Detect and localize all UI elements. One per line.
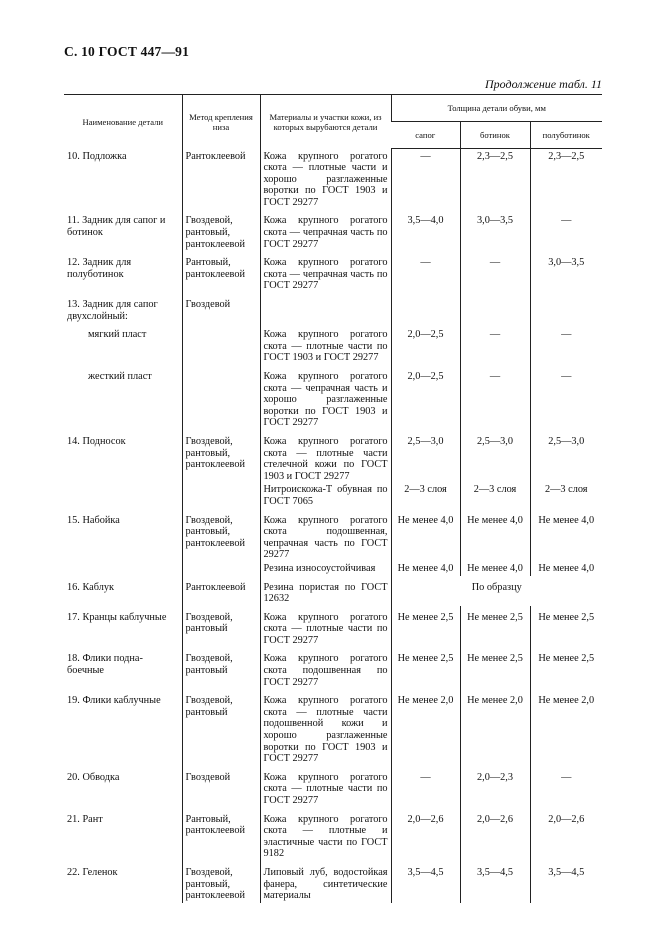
part-name-cell: 14. Подносок [67, 435, 126, 447]
method-cell: Рантовый, рантоклеевой [182, 251, 260, 293]
header-halfboots: полуботинок [530, 122, 602, 149]
material-cell: Кожа крупного рогатого скота — чепрачная часть по ГОСТ 29277 [260, 251, 391, 293]
thickness-shoes-cell: 2,5—3,0 [460, 430, 530, 483]
method-cell: Рантоклеевой [182, 149, 260, 210]
table-row [64, 209, 602, 251]
part-name-cell: 22. Геленок [67, 866, 118, 878]
thickness-shoes-cell: 3,0—3,5 [460, 209, 530, 251]
thickness-halfboots-cell: — [530, 209, 602, 251]
table-row [64, 766, 602, 808]
material-cell: Резина износоустойчивая [260, 562, 391, 576]
thickness-shoes-cell: — [460, 251, 530, 293]
part-name-cell [64, 562, 182, 576]
table-row [64, 808, 602, 861]
material-cell: Кожа крупного рогатого скота — плотные части стелечной кожи по ГОСТ 1903 и ГОСТ 29277 [260, 430, 391, 483]
thickness-halfboots-cell [530, 293, 602, 323]
method-cell [182, 365, 260, 430]
method-cell: Гвоздевой, рантовый [182, 689, 260, 766]
thickness-shoes-cell: — [460, 323, 530, 365]
thickness-span-cell: По образцу [391, 576, 602, 606]
method-cell: Гвоздевой, рантовый, рантоклеевой [182, 861, 260, 903]
part-name-cell: 17. Кранцы каблучные [67, 611, 167, 623]
method-cell [182, 323, 260, 365]
table-row [64, 647, 602, 689]
thickness-shoes-cell: Не менее 4,0 [460, 562, 530, 576]
material-cell: Кожа крупного рогатого скота подошвенная, чепрачная часть по ГОСТ 29277 [260, 509, 391, 562]
part-name-cell: 10. Подложка [67, 150, 127, 162]
thickness-halfboots-cell: Не менее 2,0 [530, 689, 602, 766]
method-cell: Рантоклеевой [182, 576, 260, 606]
part-name-cell: 11. Задник для сапог и ботинок [67, 215, 166, 239]
table-row [64, 689, 602, 766]
table-row [64, 149, 602, 210]
thickness-halfboots-cell: Не менее 4,0 [530, 562, 602, 576]
thickness-halfboots-cell: 3,0—3,5 [530, 251, 602, 293]
material-cell: Кожа крупного рогатого скота — плотные части и хорошо разглаженные воротки по ГОСТ 1903 и ГОСТ 29277 [260, 149, 391, 210]
part-name-cell: 13. Задник для сапог двухслойный: [67, 299, 158, 322]
thickness-boots-cell: 2,0—2,6 [391, 808, 460, 861]
header-method: Метод крепления низа [182, 95, 260, 149]
material-cell [260, 293, 391, 323]
table-row [64, 323, 602, 365]
header-part-name: Наименование детали [64, 95, 182, 149]
thickness-boots-cell: Не менее 2,0 [391, 689, 460, 766]
thickness-halfboots-cell: 2—3 слоя [530, 483, 602, 508]
part-name-cell: 18. Флики подна-боечные [67, 653, 143, 677]
thickness-boots-cell: 2,0—2,5 [391, 323, 460, 365]
material-cell: Кожа крупного рогатого скота — чепрачная часть по ГОСТ 29277 [260, 209, 391, 251]
table-row [64, 293, 602, 323]
thickness-halfboots-cell: 3,5—4,5 [530, 861, 602, 903]
thickness-boots-cell: Не менее 2,5 [391, 606, 460, 648]
method-cell: Гвоздевой, рантовый [182, 606, 260, 648]
thickness-boots-cell: Не менее 4,0 [391, 509, 460, 562]
thickness-boots-cell: 2,0—2,5 [391, 365, 460, 430]
header-thickness: Толщина детали обуви, мм [391, 95, 602, 122]
header-material: Материалы и участки кожи, из которых вырубаются детали [260, 95, 391, 149]
table-row [64, 509, 602, 562]
part-name-cell: 15. Набойка [67, 514, 120, 526]
continuation-label: Продолжение табл. 11 [484, 77, 602, 91]
thickness-boots-cell: 2—3 слоя [391, 483, 460, 508]
part-name-cell: жесткий пласт [88, 371, 152, 382]
thickness-shoes-cell: 2,0—2,3 [460, 766, 530, 808]
material-cell: Липовый луб, водостойкая фанера, синтетические материалы [260, 861, 391, 903]
thickness-halfboots-cell: Не менее 4,0 [530, 509, 602, 562]
method-cell: Гвоздевой, рантовый [182, 647, 260, 689]
table-row [64, 365, 602, 430]
material-cell: Кожа крупного рогатого скота — плотные части по ГОСТ 1903 и ГОСТ 29277 [260, 323, 391, 365]
thickness-shoes-cell: 2,3—2,5 [460, 149, 530, 210]
thickness-boots-cell: 3,5—4,5 [391, 861, 460, 903]
header-boots: сапог [391, 122, 460, 149]
method-cell: Рантовый, рантоклеевой [182, 808, 260, 861]
part-name-cell: мягкий пласт [88, 329, 147, 341]
part-name-cell: 16. Каблук [67, 581, 115, 593]
material-cell: Кожа крупного рогатого скота подошвенная по ГОСТ 29277 [260, 647, 391, 689]
table-row [64, 251, 602, 293]
material-cell: Нитроискожа-Т обувная по ГОСТ 7065 [260, 483, 391, 508]
method-cell: Гвоздевой, рантовый, рантоклеевой [182, 509, 260, 562]
thickness-halfboots-cell: — [530, 766, 602, 808]
material-cell: Резина пористая по ГОСТ 12632 [260, 576, 391, 606]
table-row [64, 576, 602, 606]
thickness-halfboots-cell: Не менее 2,5 [530, 647, 602, 689]
thickness-halfboots-cell: — [530, 323, 602, 365]
method-cell: Гвоздевой, рантовый, рантоклеевой [182, 430, 260, 483]
thickness-shoes-cell: Не менее 2,0 [460, 689, 530, 766]
thickness-boots-cell: — [391, 251, 460, 293]
thickness-boots-cell: 3,5—4,0 [391, 209, 460, 251]
header-shoes: ботинок [460, 122, 530, 149]
thickness-boots-cell: 2,5—3,0 [391, 430, 460, 483]
thickness-halfboots-cell: — [530, 365, 602, 430]
table-row [64, 483, 602, 508]
thickness-boots-cell: — [391, 149, 460, 210]
thickness-boots-cell [391, 293, 460, 323]
thickness-shoes-cell: Не менее 2,5 [460, 647, 530, 689]
part-name-cell: 19. Флики каблучные [67, 695, 161, 707]
thickness-boots-cell: — [391, 766, 460, 808]
thickness-shoes-cell: 2,0—2,6 [460, 808, 530, 861]
method-cell: Гвоздевой [182, 766, 260, 808]
material-cell: Кожа крупного рогатого скота — чепрачная часть и хорошо разглаженные воротки по ГОСТ 1903 и ГОСТ 29277 [260, 365, 391, 430]
thickness-boots-cell: Не менее 2,5 [391, 647, 460, 689]
material-cell: Кожа крупного рогатого скота — плотные части подошвенной кожи и хорошо разглаженные воротки по ГОСТ 1903 и ГОСТ 29277 [260, 689, 391, 766]
table-row [64, 861, 602, 903]
thickness-shoes-cell: — [460, 365, 530, 430]
thickness-halfboots-cell: 2,5—3,0 [530, 430, 602, 483]
method-cell: Гвоздевой [182, 293, 260, 323]
table-row [64, 430, 602, 483]
thickness-shoes-cell: Не менее 2,5 [460, 606, 530, 648]
method-cell: Гвоздевой, рантовый, рантоклеевой [182, 209, 260, 251]
thickness-shoes-cell: Не менее 4,0 [460, 509, 530, 562]
parts-thickness-table [64, 94, 602, 903]
method-cell [182, 483, 260, 508]
method-cell [182, 562, 260, 576]
material-cell: Кожа крупного рогатого скота — плотные части по ГОСТ 29277 [260, 606, 391, 648]
page-header: С. 10 ГОСТ 447—91 [64, 44, 190, 59]
thickness-shoes-cell [460, 293, 530, 323]
table-row [64, 562, 602, 576]
thickness-halfboots-cell: 2,0—2,6 [530, 808, 602, 861]
thickness-shoes-cell: 3,5—4,5 [460, 861, 530, 903]
thickness-halfboots-cell: Не менее 2,5 [530, 606, 602, 648]
part-name-cell: 12. Задник для полуботинок [67, 257, 132, 280]
material-cell: Кожа крупного рогатого скота — плотные части по ГОСТ 29277 [260, 766, 391, 808]
part-name-cell [64, 483, 182, 508]
thickness-halfboots-cell: 2,3—2,5 [530, 149, 602, 210]
thickness-boots-cell: Не менее 4,0 [391, 562, 460, 576]
thickness-shoes-cell: 2—3 слоя [460, 483, 530, 508]
table-row [64, 606, 602, 648]
material-cell: Кожа крупного рогатого скота — плотные и эластичные части по ГОСТ 9182 [260, 808, 391, 861]
part-name-cell: 20. Обводка [67, 771, 120, 783]
part-name-cell: 21. Рант [67, 813, 103, 825]
